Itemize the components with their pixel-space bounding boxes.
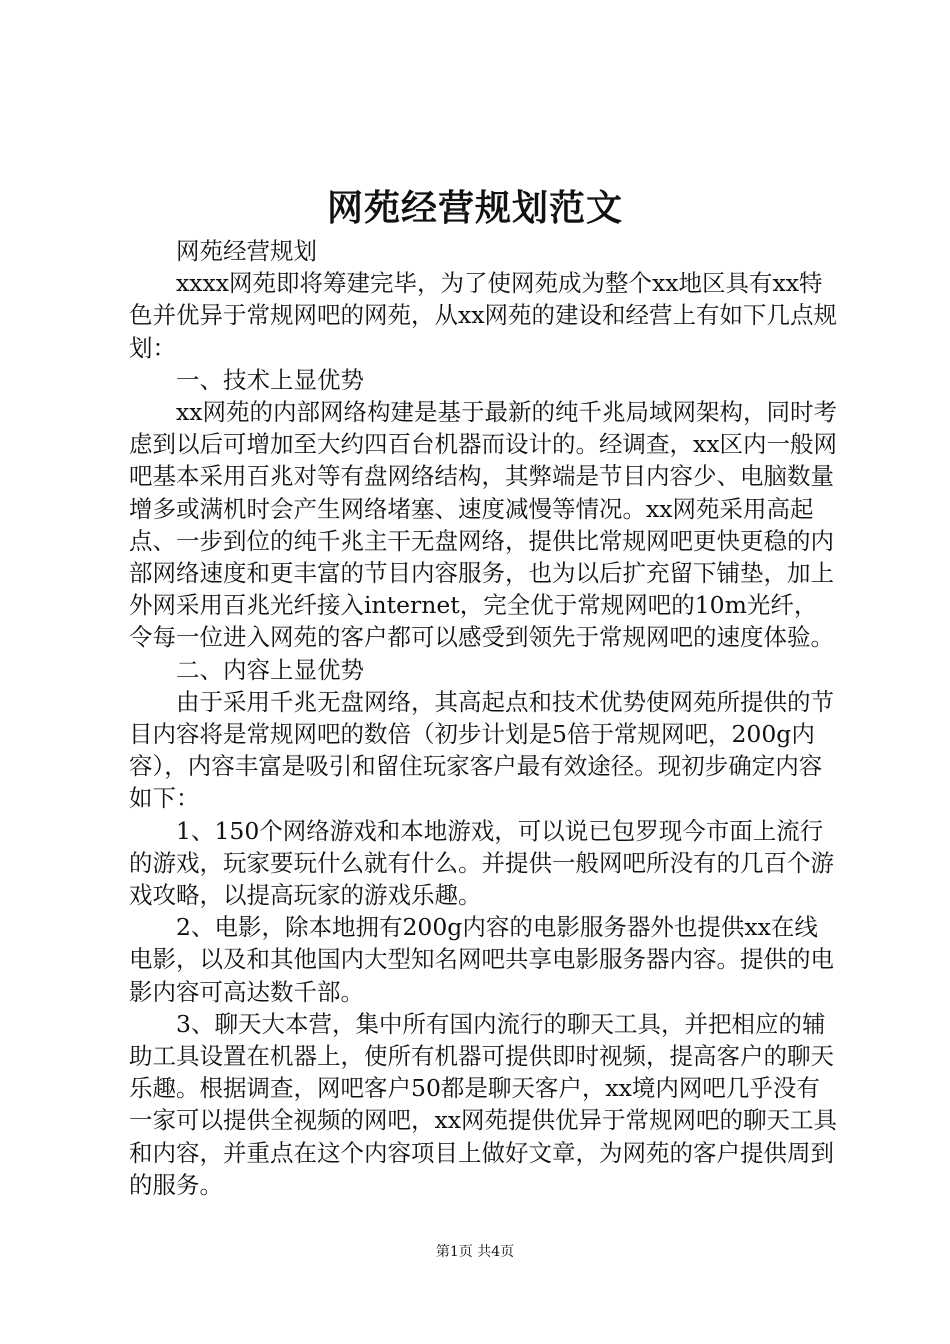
list-item-movies: 2、电影，除本地拥有200g内容的电影服务器外也提供xx在线电影，以及和其他国内大型知名网吧共享电影服务器内容。提供的电影内容可高达数千部。 [129, 913, 834, 1006]
list-item-chat: 3、聊天大本营，集中所有国内流行的聊天工具，并把相应的辅助工具设置在机器上，使所有机器可提供即时视频，提高客户的聊天乐趣。根据调查，网吧客户50都是聊天客户，xx境内网吧几乎没有一家可以提供全视频的网吧，xx网苑提供优异于常规网吧的聊天工具和内容，并重点在这个内容项目上做好文章，为网苑的客户提供周到的服务。 [129, 1009, 838, 1199]
heading-technology-advantage: 一、技术上显优势 [176, 365, 364, 394]
paragraph-intro: xxxx网苑即将筹建完毕，为了使网苑成为整个xx地区具有xx特色并优异于常规网吧的网苑，从xx网苑的建设和经营上有如下几点规划： [129, 269, 838, 362]
paragraph-subtitle: 网苑经营规划 [176, 237, 317, 265]
paragraph-content: 由于采用千兆无盘网络，其高起点和技术优势使网苑所提供的节目内容将是常规网吧的数倍（初步计划是5倍于常规网吧，200g内容），内容丰富是吸引和留住玩家客户最有效途径。现初步确定内容如下： [129, 687, 834, 813]
document-title: 网苑经营规划范文 [326, 187, 623, 229]
page-number-footer: 第1页 共4页 [435, 1244, 515, 1260]
heading-content-advantage: 二、内容上显优势 [176, 655, 364, 684]
paragraph-technology: xx网苑的内部网络构建是基于最新的纯千兆局域网架构，同时考虑到以后可增加至大约四百台机器而设计的。经调查，xx区内一般网吧基本采用百兆对等有盘网络结构，其弊端是节目内容少、电脑数量增多或满机时会产生网络堵塞、速度减慢等情况。xx网苑采用高起点、一步到位的纯千兆主干无盘网络，提供比常规网吧更快更稳的内部网络速度和更丰富的节目内容服务，也为以后扩充留下铺垫，加上外网采用百兆光纤接入internet，完全优于常规网吧的10m光纤，令每一位进入网苑的客户都可以感受到领先于常规网吧的速度体验。 [129, 398, 838, 652]
list-item-games: 1、150个网络游戏和本地游戏，可以说已包罗现今市面上流行的游戏，玩家要玩什么就有什么。并提供一般网吧所没有的几百个游戏攻略，以提高玩家的游戏乐趣。 [129, 816, 834, 910]
document-body [129, 235, 839, 1201]
